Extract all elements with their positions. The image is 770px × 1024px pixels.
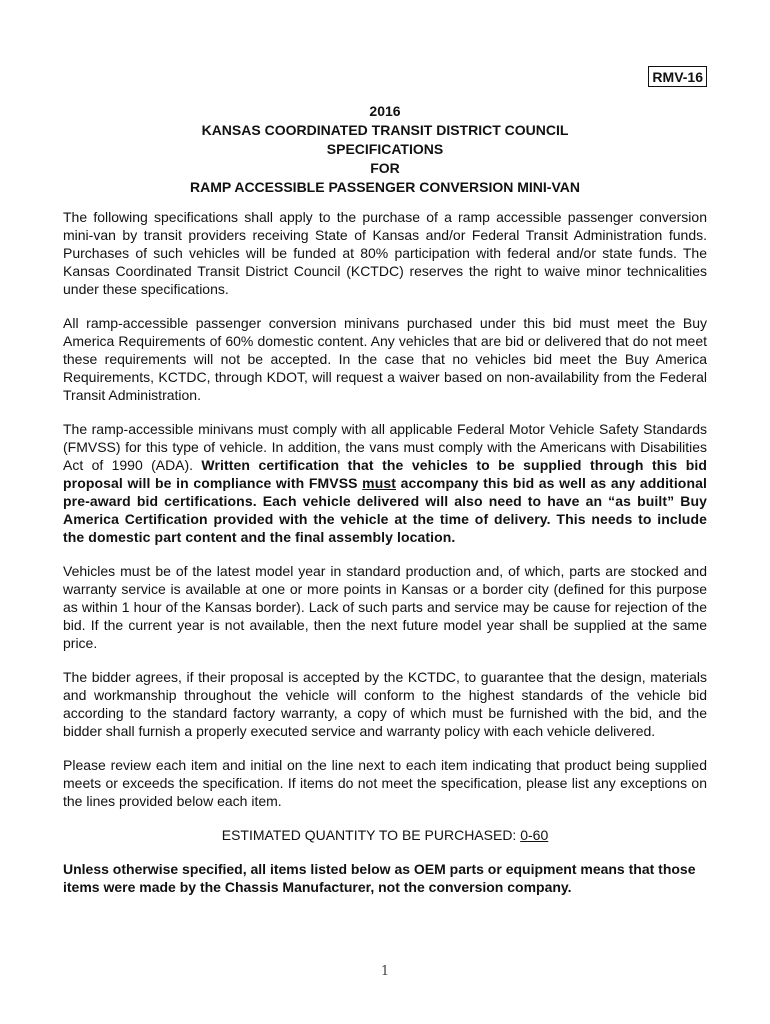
estimated-quantity <box>63 826 707 844</box>
oem-note: Unless otherwise specified, all items listed below as OEM parts or equipment means that those items were made by the Chassis Manufacturer, not the conversion company. <box>63 861 696 895</box>
paragraph-review-instructions: Please review each item and initial on the line next to each item indicating that product being supplied meets or exceeds the specification. If items do not meet the specification, please list any exceptions on the lines provided below each item. <box>63 757 707 809</box>
fmvss-bold-text-b: accompany this bid as well as any additional pre-award bid certifications. Each vehicle delivered will also need to have an “as built” Buy America Certification provided with the vehicle at the time of delivery. This needs to include the domestic part content and the final assembly location. <box>63 475 707 545</box>
document-heading <box>0 102 770 197</box>
heading-specifications: SPECIFICATIONS <box>326 141 444 157</box>
paragraph-intro: The following specifications shall apply to the purchase of a ramp accessible passenger conversion mini-van by transit providers receiving State of Kansas and/or Federal Transit Administration funds. Purchases of such vehicles will be funded at 80% participation with federal and/or state funds. The Kansas Coordinated Transit District Council (KCTDC) reserves the right to waive minor technicalities under these specifications. <box>63 209 707 297</box>
heading-council: KANSAS COORDINATED TRANSIT DISTRICT COUNCIL <box>201 122 569 138</box>
paragraph-model-year: Vehicles must be of the latest model year in standard production and, of which, parts are stocked and warranty service is available at one or more points in Kansas or a border city (defined for this purpose as within 1 hour of the Kansas border). Lack of such parts and service may be cause for rejection of the bid. If the current year is not available, then the next future model year shall be supplied at the same price. <box>63 563 707 651</box>
document-body <box>63 208 707 896</box>
paragraph-fmvss <box>63 420 707 546</box>
quantity-label: ESTIMATED QUANTITY TO BE PURCHASED: <box>221 827 521 843</box>
document-code: RMV-16 <box>648 66 707 87</box>
fmvss-must-underlined: must <box>362 475 397 491</box>
fmvss-plain-text: The ramp-accessible minivans must comply with all applicable Federal Motor Vehicle Safety Standards (FMVSS) for this type of vehicle. In addition, the vans must comply with the Americans with Disabilities Act of 1990 (ADA). <box>63 421 707 473</box>
paragraph-buy-america: All ramp-accessible passenger conversion minivans purchased under this bid must meet the Buy America Requirements of 60% domestic content. Any vehicles that are bid or delivered that do not meet these requirements will not be accepted. In the case that no vehicles bid meet the Buy America Requirements, KCTDC, through KDOT, will request a waiver based on non-availability from the Federal Transit Administration. <box>63 315 707 403</box>
quantity-value: 0-60 <box>520 827 549 843</box>
heading-vehicle: RAMP ACCESSIBLE PASSENGER CONVERSION MINI-VAN <box>190 179 580 195</box>
fmvss-bold-text-a: Written certification that the vehicles to be supplied through this bid proposal will be in compliance with FMVSS <box>63 457 707 491</box>
page-number: 1 <box>380 964 390 979</box>
heading-for: FOR <box>370 160 400 176</box>
heading-year: 2016 <box>369 103 401 119</box>
paragraph-warranty: The bidder agrees, if their proposal is accepted by the KCTDC, to guarantee that the design, materials and workmanship throughout the vehicle will conform to the highest standards of the vehicle bid according to the standard factory warranty, a copy of which must be furnished with the bid, and the bidder shall furnish a properly executed service and warranty policy with each vehicle delivered. <box>63 669 707 739</box>
